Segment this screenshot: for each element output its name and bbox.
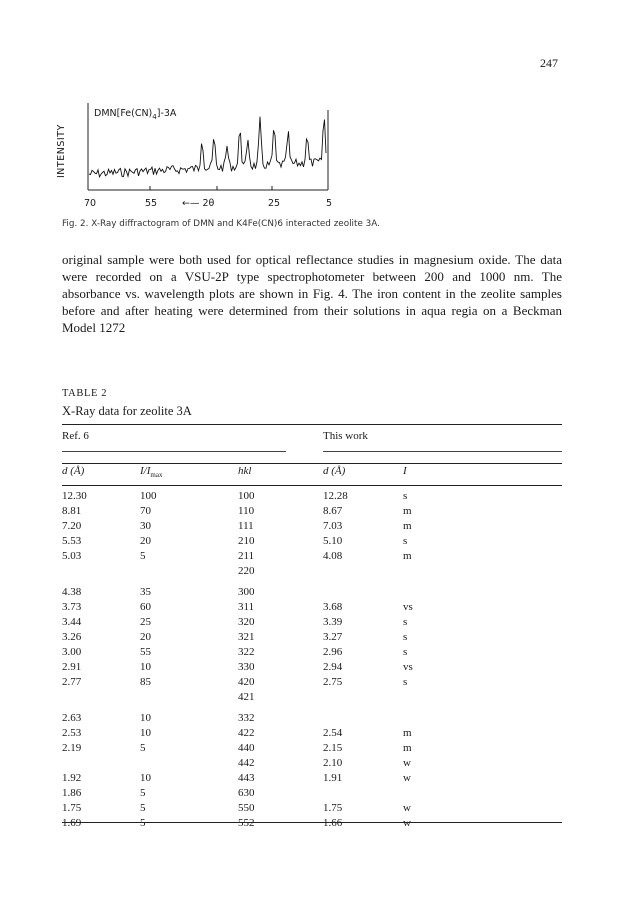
xrd-figure [56, 98, 352, 214]
cell-intensity-ratio: 10 [140, 727, 151, 739]
cell-intensity: w [403, 802, 411, 814]
cell-hkl: 420 [238, 676, 255, 688]
cell-intensity-ratio: 55 [140, 646, 151, 658]
cell-intensity-ratio: 70 [140, 505, 151, 517]
cell-intensity-ratio: 10 [140, 772, 151, 784]
cell-d: 8.81 [62, 505, 82, 517]
cell-intensity-ratio: 5 [140, 787, 146, 799]
col-header-d: d (Å) [62, 465, 85, 477]
table-bottom-rule [62, 822, 562, 823]
group-header-ref: Ref. 6 [62, 430, 89, 442]
cell-d-this-work: 3.27 [323, 631, 343, 643]
cell-d: 2.63 [62, 712, 82, 724]
cell-intensity: vs [403, 661, 413, 673]
cell-d-this-work: 3.68 [323, 601, 343, 613]
cell-d: 2.19 [62, 742, 82, 754]
cell-hkl: 321 [238, 631, 255, 643]
cell-intensity-ratio: 85 [140, 676, 151, 688]
cell-d: 5.53 [62, 535, 82, 547]
cell-intensity: s [403, 631, 408, 643]
col-header-hkl: hkl [238, 465, 252, 477]
cell-d-this-work: 8.67 [323, 505, 343, 517]
cell-d: 2.91 [62, 661, 82, 673]
x-axis-ticks [88, 186, 328, 190]
cell-hkl: 100 [238, 490, 255, 502]
cell-intensity: m [403, 505, 412, 517]
cell-d-this-work: 2.54 [323, 727, 343, 739]
col-header-intensity-ratio: $I/I_{max}$ [140, 465, 163, 480]
cell-d-this-work: 1.75 [323, 802, 343, 814]
cell-hkl: 211 [238, 550, 255, 562]
cell-d: 1.86 [62, 787, 82, 799]
cell-intensity-ratio: 5 [140, 550, 146, 562]
figure-caption: Fig. 2. X-Ray diffractogram of DMN and K4Fe(CN)6 interacted zeolite 3A. [62, 219, 380, 229]
cell-intensity-ratio: 20 [140, 631, 151, 643]
diffraction-trace [89, 117, 326, 177]
cell-hkl: 220 [238, 565, 255, 577]
cell-intensity-ratio: 30 [140, 520, 151, 532]
cell-intensity: m [403, 742, 412, 754]
cell-d-this-work: 2.75 [323, 676, 343, 688]
cell-d: 3.26 [62, 631, 82, 643]
cell-d: 5.03 [62, 550, 82, 562]
cell-d-this-work: 5.10 [323, 535, 343, 547]
cell-d-this-work: 1.91 [323, 772, 343, 784]
cell-intensity: s [403, 646, 408, 658]
cell-d-this-work: 12.28 [323, 490, 348, 502]
cell-hkl: 332 [238, 712, 255, 724]
x-axis-label: ←— 2θ [182, 198, 215, 209]
cell-intensity: s [403, 676, 408, 688]
cell-intensity: w [403, 757, 411, 769]
cell-intensity: m [403, 550, 412, 562]
cell-d: 2.53 [62, 727, 82, 739]
cell-d-this-work: 4.08 [323, 550, 343, 562]
cell-d-this-work: 2.10 [323, 757, 343, 769]
cell-hkl: 442 [238, 757, 255, 769]
cell-intensity: s [403, 616, 408, 628]
cell-hkl: 422 [238, 727, 255, 739]
cell-d: 1.92 [62, 772, 82, 784]
x-tick-label: 70 [84, 198, 97, 209]
cell-hkl: 440 [238, 742, 255, 754]
cell-hkl: 110 [238, 505, 255, 517]
cell-intensity: m [403, 727, 412, 739]
col-header-d-this-work: d (Å) [323, 465, 346, 477]
cell-hkl: 111 [238, 520, 254, 532]
cell-d: 12.30 [62, 490, 87, 502]
page-number: 247 [540, 56, 558, 70]
cell-d: 2.77 [62, 676, 82, 688]
table-top-rule [62, 424, 562, 425]
x-tick-label: 25 [268, 198, 281, 209]
cell-intensity-ratio: 35 [140, 586, 151, 598]
cell-d-this-work: 2.94 [323, 661, 343, 673]
cell-hkl: 311 [238, 601, 255, 613]
header-bottom-rule [62, 485, 562, 486]
cell-intensity: s [403, 535, 408, 547]
cell-d: 3.73 [62, 601, 82, 613]
cell-hkl: 421 [238, 691, 255, 703]
cell-intensity-ratio: 10 [140, 661, 151, 673]
cell-intensity-ratio: 10 [140, 712, 151, 724]
body-paragraph: original sample were both used for optical reflectance studies in magnesium oxide. The data were recorded on a VSU-2P type spectrophotometer between 200 and 1000 nm. The absorbance vs. wavelength plots are shown in Fig. 4. The iron content in the zeolite samples before and after heating were determined from their solutions in aqua regia on a Beckman Model 1272 [62, 252, 562, 335]
cell-hkl: 322 [238, 646, 255, 658]
cell-intensity: vs [403, 601, 413, 613]
cell-intensity-ratio: 5 [140, 742, 146, 754]
cell-hkl: 210 [238, 535, 255, 547]
group-header-this-work: This work [323, 430, 368, 442]
cell-hkl: 300 [238, 586, 255, 598]
cell-d: 3.44 [62, 616, 82, 628]
x-tick-label: 5 [326, 198, 333, 209]
cell-hkl: 630 [238, 787, 255, 799]
cell-intensity: s [403, 490, 408, 502]
figure-title: $DMN[Fe(CN)_4]-3A$ [94, 108, 177, 121]
cell-hkl: 443 [238, 772, 255, 784]
cell-intensity-ratio: 60 [140, 601, 151, 613]
cell-intensity-ratio: 20 [140, 535, 151, 547]
cell-hkl: 330 [238, 661, 255, 673]
header-rule [62, 463, 562, 464]
cell-d-this-work: 2.15 [323, 742, 343, 754]
cell-intensity-ratio: 5 [140, 802, 146, 814]
y-axis-label: INTENSITY [56, 124, 67, 178]
cell-d: 4.38 [62, 586, 82, 598]
group-rule-left [62, 451, 286, 452]
cell-d: 3.00 [62, 646, 82, 658]
cell-intensity-ratio: 100 [140, 490, 157, 502]
cell-d-this-work: 2.96 [323, 646, 343, 658]
cell-intensity: m [403, 520, 412, 532]
cell-intensity-ratio: 25 [140, 616, 151, 628]
col-header-intensity: I [403, 465, 407, 477]
cell-hkl: 550 [238, 802, 255, 814]
x-tick-label: 55 [145, 198, 158, 209]
table-title: X-Ray data for zeolite 3A [62, 404, 192, 418]
cell-d-this-work: 3.39 [323, 616, 343, 628]
group-rule-right [323, 451, 562, 452]
cell-d: 1.75 [62, 802, 82, 814]
cell-d-this-work: 7.03 [323, 520, 343, 532]
table-label: TABLE 2 [62, 388, 108, 399]
cell-hkl: 320 [238, 616, 255, 628]
cell-intensity: w [403, 772, 411, 784]
cell-d: 7.20 [62, 520, 82, 532]
